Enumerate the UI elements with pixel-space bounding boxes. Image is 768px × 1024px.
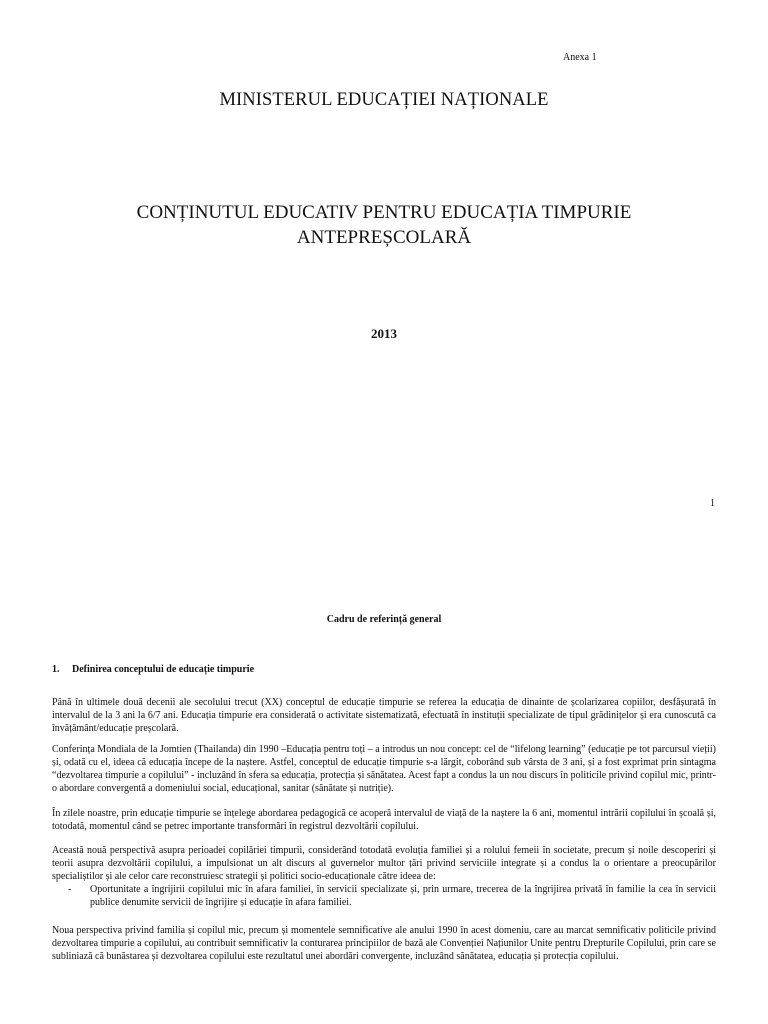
annex-label: Anexa 1	[563, 52, 597, 63]
page-number: 1	[710, 498, 715, 509]
document-year: 2013	[371, 326, 397, 341]
subsection-title: Definirea conceptului de educație timpurie	[72, 664, 255, 675]
title-line-1: CONȚINUTUL EDUCATIV PENTRU EDUCAȚIA TIMPURIE	[136, 202, 632, 223]
bullet-marker: -	[68, 884, 72, 895]
bullet-item	[68, 883, 716, 909]
bullet-text: Oportunitate a îngrijirii copilului mic în afara familiei, în servicii specializate și, prin urmare, trecerea de la îngrijirea privată în familie la cea în servicii publice denumite servicii de îngrijire și educație în afara familiei.	[90, 884, 716, 908]
paragraph-1: Până în ultimele două decenii ale secolului trecut (XX) conceptul de educație timpurie se referea la educația de dinainte de școlarizarea copiilor, desfășurată în intervalul de la 3 ani la 6/7 ani. Educația timpurie era considerată o activitate sistematizată, efectuată în instituții specializate de tipul grădinițelor și era cunoscută ca învățământ/educație preșcolară.	[52, 697, 716, 734]
subsection-number: 1.	[52, 664, 60, 675]
paragraph-2: Conferința Mondiala de la Jomtien (Thailanda) din 1990 –Educația pentru toți – a introdus un nou concept: cel de “lifelong learning” (educație pe tot parcursul vieții) și, odată cu el, ideea că educația începe de la naștere. Astfel, conceptul de educație timpurie s-a lărgit, coborând sub vârsta de 3 ani, și a fost exprimat prin sintagma “dezvoltarea timpurie a copilului” - incluzând în sfera sa educația, protecția și sănătatea. Acest fapt a condus la un nou discurs în politicile privind copilul mic, printr-o abordare convergentă a domeniului social, educațional, sanitar (sănătate și nutriție).	[52, 744, 716, 794]
paragraph-3: În zilele noastre, prin educație timpurie se înțelege abordarea pedagogică ce acoperă intervalul de viață de la naștere la 6 ani, momentul intrării copilului în școală și, totodată, momentul când se petrec importante transformări în registrul dezvoltării copilului.	[52, 808, 716, 832]
title-line-2: ANTEPREȘCOLARĂ	[296, 227, 472, 248]
section-heading: Cadru de referință general	[326, 614, 442, 625]
paragraph-5: Noua perspectiva privind familia și copilul mic, precum și momentele semnificative ale anului 1990 în acest domeniu, care au marcat semnificativ politicile privind dezvoltarea timpurie a copilului, au contribuit semnificativ la conturarea principiilor de bază ale Convenției Națiunilor Unite pentru Drepturile Copilului, prin care se subliniază că bunăstarea și dezvoltarea copilului este rezultatul unei abordări convergente, incluzând sănătatea, educația și protecția copilului.	[52, 925, 716, 962]
ministry-heading: MINISTERUL EDUCAȚIEI NAȚIONALE	[219, 90, 549, 110]
subsection-heading	[52, 664, 254, 675]
document-title	[60, 200, 708, 250]
paragraph-4: Această nouă perspectivă asupra perioadei copilăriei timpurii, considerând totodată evoluția familiei și a rolului femeii în societate, precum și noile descoperiri și teorii asupra dezvoltării copilului, a impulsionat un alt discurs al guvernelor multor țări privind serviciile integrate și a condus la o orientare a preocupărilor specialiștilor și ale celor care reconstruiesc strategii și politici socio-educaționale către ideea de:	[52, 845, 716, 882]
